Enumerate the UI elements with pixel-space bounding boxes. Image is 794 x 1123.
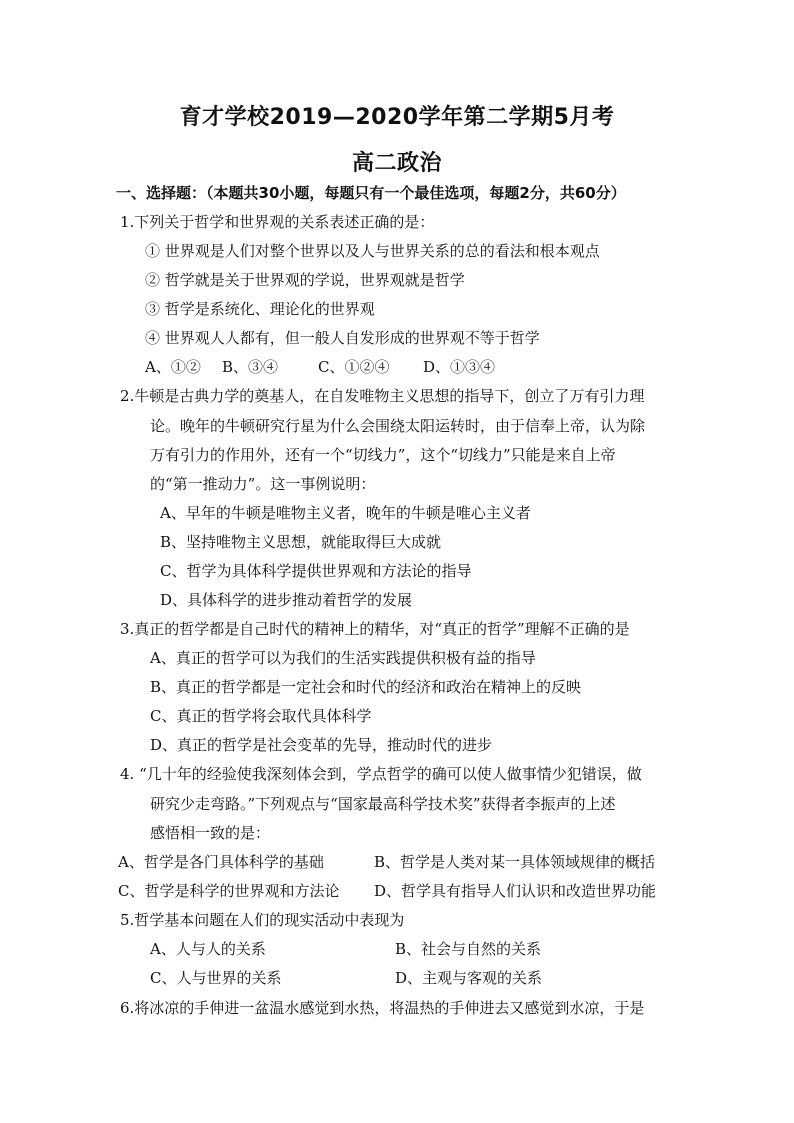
section-heading: 一、选择题：（本题共30小题，每题只有一个最佳选项，每题2分，共60分） xyxy=(116,184,626,202)
q2-option-b: B、坚持唯物主义思想，就能取得巨大成就 xyxy=(160,533,442,551)
q1-statement-3: ③ 哲学是系统化、理论化的世界观 xyxy=(145,300,375,318)
q1-option-d: D、①③④ xyxy=(423,358,496,376)
q3-stem: 3.真正的哲学都是自己时代的精神上的精华，对“真正的哲学”理解不正确的是 xyxy=(120,620,630,638)
q6-stem: 6.将冰凉的手伸进一盆温水感觉到水热，将温热的手伸进去又感觉到水凉，于是 xyxy=(120,999,645,1017)
q3-option-d: D、真正的哲学是社会变革的先导，推动时代的进步 xyxy=(150,736,493,754)
q2-stem-line-1: 2.牛顿是古典力学的奠基人，在自发唯物主义思想的指导下，创立了万有引力理 xyxy=(120,387,645,405)
q1-option-b: B、③④ xyxy=(222,358,279,376)
q5-option-d: D、主观与客观的关系 xyxy=(395,969,543,987)
q1-option-c: C、①②④ xyxy=(318,358,390,376)
q1-option-a: A、①② xyxy=(145,358,201,376)
q4-stem-line-2: 研究少走弯路。”下列观点与“国家最高科学技术奖”获得者李振声的上述 xyxy=(150,795,616,813)
q1-statement-2: ② 哲学就是关于世界观的学说，世界观就是哲学 xyxy=(145,271,465,289)
exam-title: 育才学校2019—2020学年第二学期5月考 xyxy=(179,105,615,130)
exam-subject: 高二政治 xyxy=(351,151,442,176)
q2-option-c: C、哲学为具体科学提供世界观和方法论的指导 xyxy=(160,562,472,580)
q3-option-b: B、真正的哲学都是一定社会和时代的经济和政治在精神上的反映 xyxy=(150,678,582,696)
q2-stem-line-3: 万有引力的作用外，还有一个“切线力”，这个“切线力”只能是来自上帝 xyxy=(150,446,616,464)
q2-option-d: D、具体科学的进步推动着哲学的发展 xyxy=(160,591,413,609)
q4-option-b: B、哲学是人类对某一具体领域规律的概括 xyxy=(374,853,656,871)
q1-statement-4: ④ 世界观人人都有，但一般人自发形成的世界观不等于哲学 xyxy=(145,329,540,347)
q2-option-a: A、早年的牛顿是唯物主义者，晚年的牛顿是唯心主义者 xyxy=(160,504,531,522)
q1-stem: 1.下列关于哲学和世界观的关系表述正确的是： xyxy=(120,213,435,231)
q4-option-a: A、哲学是各门具体科学的基础 xyxy=(118,853,324,871)
q5-option-a: A、人与人的关系 xyxy=(150,940,266,958)
q5-option-b: B、社会与自然的关系 xyxy=(395,940,542,958)
q5-stem: 5.哲学基本问题在人们的现实活动中表现为 xyxy=(120,911,405,929)
q4-stem-line-3: 感悟相一致的是： xyxy=(150,824,271,842)
q1-statement-1: ① 世界观是人们对整个世界以及人与世界关系的总的看法和根本观点 xyxy=(145,242,600,260)
q5-option-c: C、人与世界的关系 xyxy=(150,969,282,987)
q2-stem-line-4: 的“第一推动力”。这一事例说明： xyxy=(150,475,376,493)
q4-option-d: D、哲学具有指导人们认识和改造世界功能 xyxy=(374,882,657,900)
q3-option-c: C、真正的哲学将会取代具体科学 xyxy=(150,707,372,725)
q4-stem-line-1: 4. “几十年的经验使我深刻体会到，学点哲学的确可以使人做事情少犯错误，做 xyxy=(120,765,642,783)
q2-stem-line-2: 论。晚年的牛顿研究行星为什么会围绕太阳运转时，由于信奉上帝，认为除 xyxy=(150,417,646,435)
q4-option-c: C、哲学是科学的世界观和方法论 xyxy=(118,882,340,900)
q3-option-a: A、真正的哲学可以为我们的生活实践提供积极有益的指导 xyxy=(150,649,536,667)
